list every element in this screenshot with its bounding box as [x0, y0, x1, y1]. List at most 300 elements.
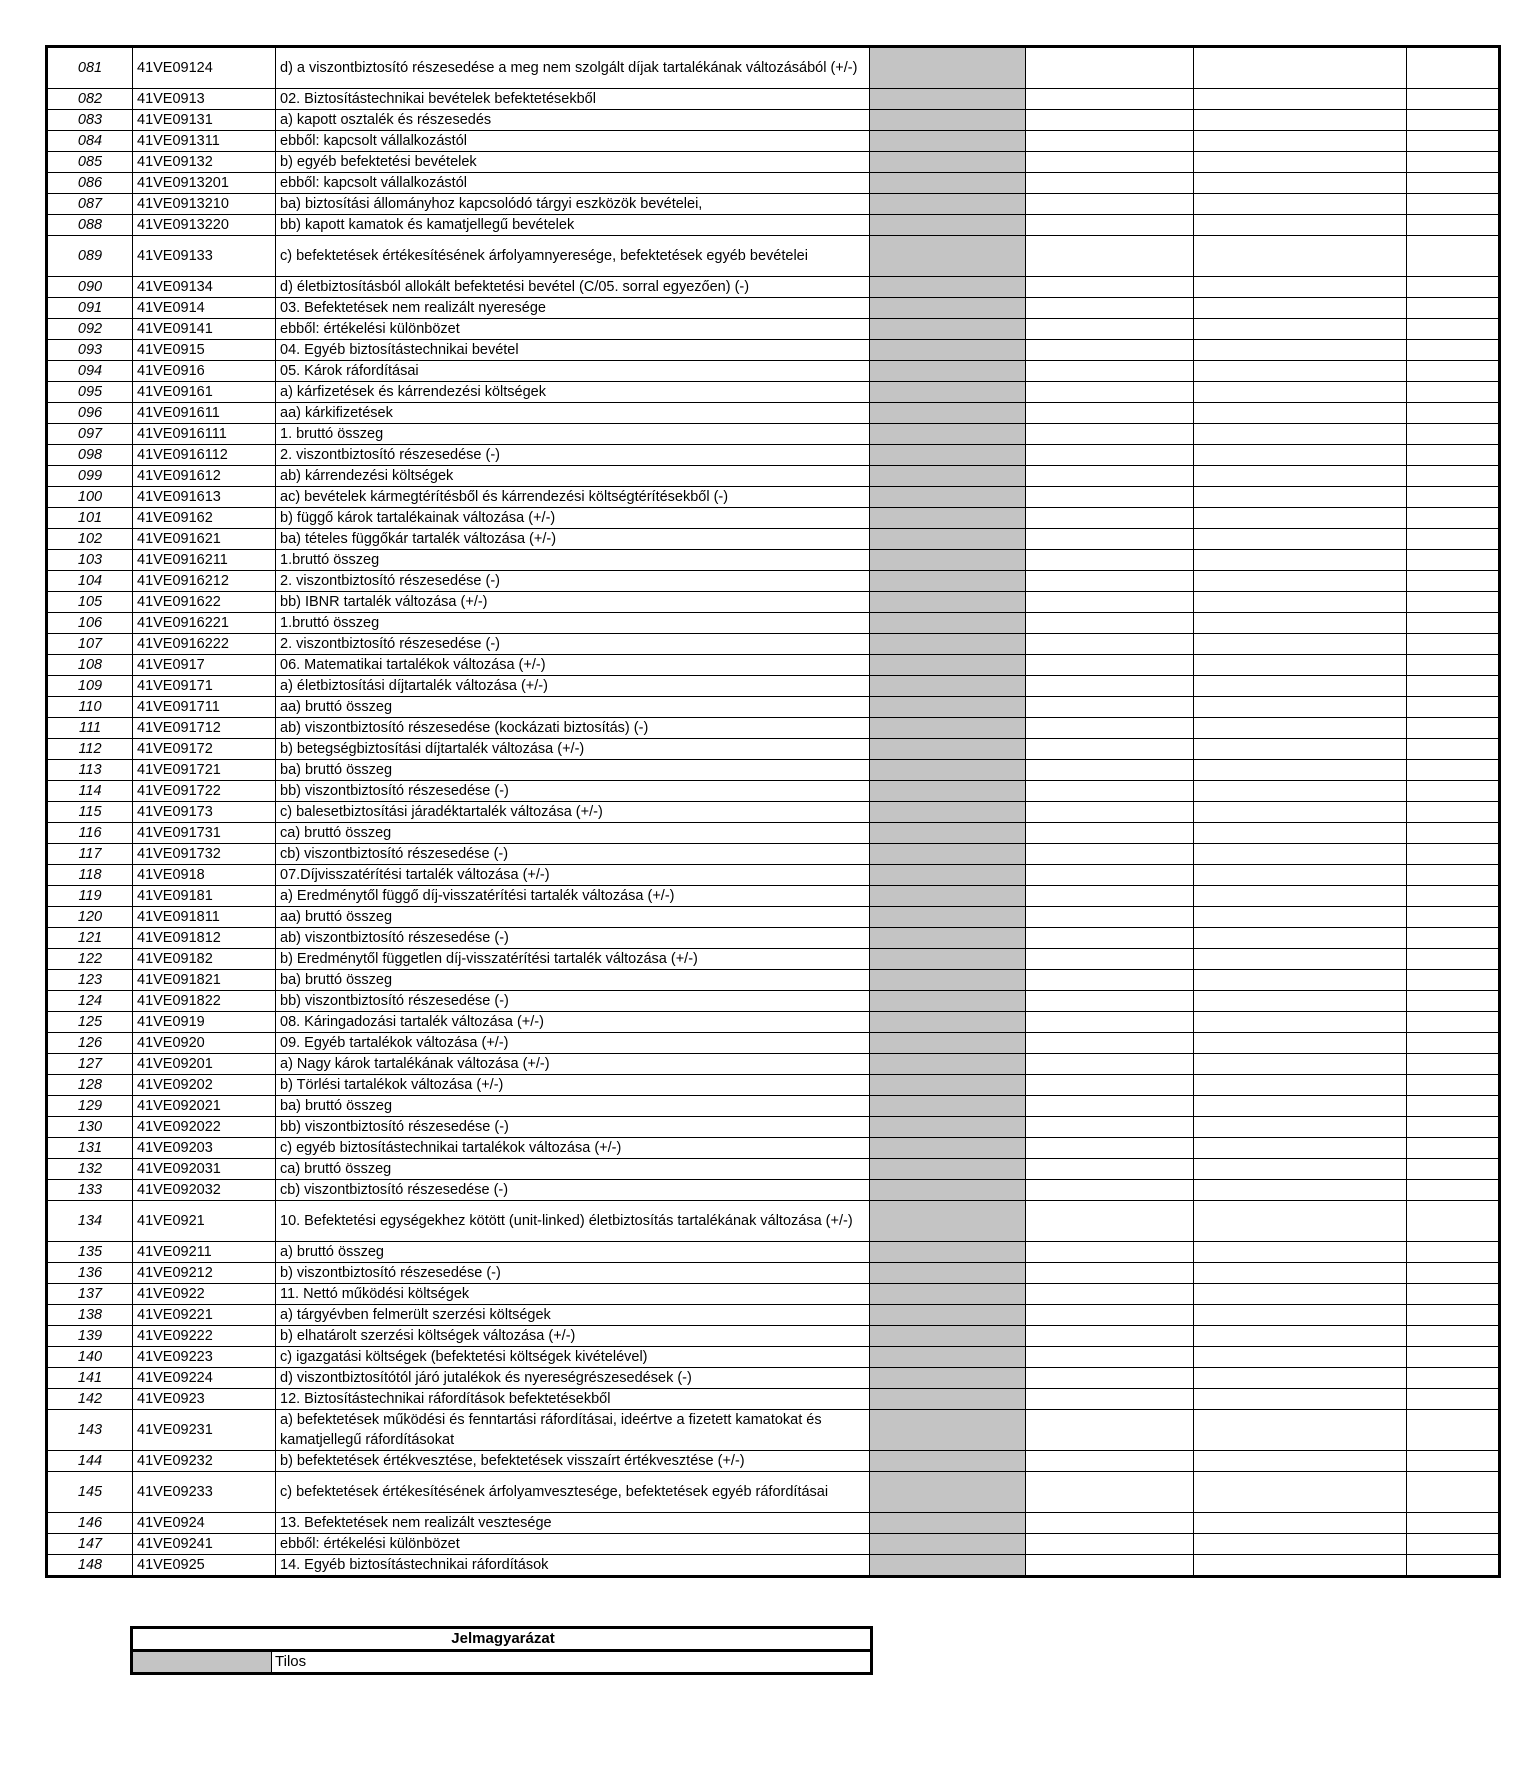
value-cell	[1026, 298, 1194, 319]
forbidden-cell	[870, 781, 1026, 802]
forbidden-cell	[870, 1284, 1026, 1305]
value-cell	[1194, 1054, 1407, 1075]
value-cell	[1407, 340, 1500, 361]
value-cell	[1194, 236, 1407, 277]
row-code-cell: 41VE091812	[133, 928, 276, 949]
row-description-cell: 1. bruttó összeg	[276, 424, 870, 445]
value-cell	[1194, 928, 1407, 949]
table-row	[47, 1180, 1500, 1201]
row-number-cell: 147	[47, 1534, 133, 1555]
value-cell	[1026, 1389, 1194, 1410]
forbidden-cell	[870, 319, 1026, 340]
forbidden-cell	[870, 550, 1026, 571]
table-row	[47, 1201, 1500, 1242]
row-number-cell: 113	[47, 760, 133, 781]
row-description-cell: 07.Díjvisszatérítési tartalék változása (+/-)	[276, 865, 870, 886]
row-description-cell: a) életbiztosítási díjtartalék változása (+/-)	[276, 676, 870, 697]
value-cell	[1026, 1513, 1194, 1534]
value-cell	[1407, 1117, 1500, 1138]
row-code-cell: 41VE09173	[133, 802, 276, 823]
row-description-cell: d) a viszontbiztosító részesedése a meg nem szolgált díjak tartalékának változásából (+/-)	[276, 47, 870, 89]
value-cell	[1194, 361, 1407, 382]
value-cell	[1026, 718, 1194, 739]
row-description-cell: cb) viszontbiztosító részesedése (-)	[276, 844, 870, 865]
value-cell	[1407, 173, 1500, 194]
table-row	[47, 529, 1500, 550]
value-cell	[1407, 1033, 1500, 1054]
table-row	[47, 152, 1500, 173]
value-cell	[1407, 760, 1500, 781]
row-description-cell: bb) kapott kamatok és kamatjellegű bevételek	[276, 215, 870, 236]
row-code-cell: 41VE091822	[133, 991, 276, 1012]
value-cell	[1194, 781, 1407, 802]
value-cell	[1407, 131, 1500, 152]
row-code-cell: 41VE0916111	[133, 424, 276, 445]
forbidden-cell	[870, 152, 1026, 173]
value-cell	[1026, 1054, 1194, 1075]
row-code-cell: 41VE091621	[133, 529, 276, 550]
value-cell	[1194, 1159, 1407, 1180]
row-code-cell: 41VE091611	[133, 403, 276, 424]
value-cell	[1407, 1096, 1500, 1117]
forbidden-cell	[870, 1347, 1026, 1368]
value-cell	[1026, 173, 1194, 194]
row-code-cell: 41VE09161	[133, 382, 276, 403]
forbidden-cell	[870, 194, 1026, 215]
table-row	[47, 1284, 1500, 1305]
value-cell	[1407, 802, 1500, 823]
row-number-cell: 118	[47, 865, 133, 886]
row-number-cell: 116	[47, 823, 133, 844]
table-row	[47, 949, 1500, 970]
value-cell	[1026, 613, 1194, 634]
value-cell	[1407, 1472, 1500, 1513]
value-cell	[1407, 1284, 1500, 1305]
value-cell	[1026, 1284, 1194, 1305]
row-number-cell: 133	[47, 1180, 133, 1201]
row-code-cell: 41VE0918	[133, 865, 276, 886]
table-row	[47, 1033, 1500, 1054]
value-cell	[1026, 89, 1194, 110]
row-description-cell: c) balesetbiztosítási járadéktartalék változása (+/-)	[276, 802, 870, 823]
row-description-cell: a) befektetések működési és fenntartási ráfordításai, ideértve a fizetett kamatokat és kamatjellegű ráfordításokat	[276, 1410, 870, 1451]
value-cell	[1026, 466, 1194, 487]
value-cell	[1194, 844, 1407, 865]
table-row	[47, 613, 1500, 634]
forbidden-cell	[870, 760, 1026, 781]
row-number-cell: 081	[47, 47, 133, 89]
table-row	[47, 382, 1500, 403]
value-cell	[1407, 1534, 1500, 1555]
row-description-cell: d) életbiztosításból allokált befektetési bevétel (C/05. sorral egyezően) (-)	[276, 277, 870, 298]
row-description-cell: aa) kárkifizetések	[276, 403, 870, 424]
row-code-cell: 41VE0924	[133, 1513, 276, 1534]
value-cell	[1026, 1410, 1194, 1451]
row-number-cell: 096	[47, 403, 133, 424]
value-cell	[1026, 1534, 1194, 1555]
value-cell	[1407, 991, 1500, 1012]
value-cell	[1407, 718, 1500, 739]
row-description-cell: ba) bruttó összeg	[276, 970, 870, 991]
row-number-cell: 120	[47, 907, 133, 928]
row-number-cell: 085	[47, 152, 133, 173]
value-cell	[1026, 487, 1194, 508]
row-number-cell: 145	[47, 1472, 133, 1513]
row-number-cell: 141	[47, 1368, 133, 1389]
row-number-cell: 122	[47, 949, 133, 970]
value-cell	[1026, 382, 1194, 403]
value-cell	[1407, 89, 1500, 110]
value-cell	[1026, 592, 1194, 613]
value-cell	[1407, 655, 1500, 676]
value-cell	[1194, 697, 1407, 718]
value-cell	[1026, 823, 1194, 844]
value-cell	[1407, 886, 1500, 907]
row-code-cell: 41VE0916212	[133, 571, 276, 592]
value-cell	[1407, 361, 1500, 382]
value-cell	[1026, 1138, 1194, 1159]
table-row	[47, 970, 1500, 991]
row-number-cell: 130	[47, 1117, 133, 1138]
value-cell	[1194, 298, 1407, 319]
value-cell	[1407, 1263, 1500, 1284]
row-number-cell: 124	[47, 991, 133, 1012]
row-description-cell: ba) bruttó összeg	[276, 1096, 870, 1117]
table-row	[47, 739, 1500, 760]
value-cell	[1026, 991, 1194, 1012]
forbidden-cell	[870, 1242, 1026, 1263]
value-cell	[1194, 529, 1407, 550]
row-number-cell: 098	[47, 445, 133, 466]
forbidden-cell	[870, 1033, 1026, 1054]
row-code-cell: 41VE0913201	[133, 173, 276, 194]
row-number-cell: 102	[47, 529, 133, 550]
value-cell	[1407, 1159, 1500, 1180]
value-cell	[1026, 152, 1194, 173]
forbidden-cell	[870, 1180, 1026, 1201]
table-row	[47, 781, 1500, 802]
table-row	[47, 403, 1500, 424]
row-number-cell: 135	[47, 1242, 133, 1263]
value-cell	[1026, 1555, 1194, 1577]
row-number-cell: 104	[47, 571, 133, 592]
table-row	[47, 1159, 1500, 1180]
forbidden-cell	[870, 1138, 1026, 1159]
value-cell	[1407, 487, 1500, 508]
row-number-cell: 084	[47, 131, 133, 152]
row-code-cell: 41VE0916222	[133, 634, 276, 655]
table-row	[47, 466, 1500, 487]
row-code-cell: 41VE0916112	[133, 445, 276, 466]
forbidden-cell	[870, 928, 1026, 949]
value-cell	[1407, 382, 1500, 403]
row-number-cell: 137	[47, 1284, 133, 1305]
value-cell	[1407, 697, 1500, 718]
row-description-cell: 2. viszontbiztosító részesedése (-)	[276, 634, 870, 655]
value-cell	[1407, 466, 1500, 487]
value-cell	[1026, 110, 1194, 131]
row-code-cell: 41VE0913210	[133, 194, 276, 215]
row-code-cell: 41VE0916	[133, 361, 276, 382]
value-cell	[1026, 676, 1194, 697]
row-code-cell: 41VE0920	[133, 1033, 276, 1054]
table-row	[47, 487, 1500, 508]
table-row	[47, 361, 1500, 382]
row-number-cell: 105	[47, 592, 133, 613]
row-number-cell: 128	[47, 1075, 133, 1096]
table-row	[47, 215, 1500, 236]
forbidden-cell	[870, 571, 1026, 592]
value-cell	[1407, 529, 1500, 550]
row-description-cell: 08. Káringadozási tartalék változása (+/-)	[276, 1012, 870, 1033]
value-cell	[1026, 970, 1194, 991]
value-cell	[1407, 1305, 1500, 1326]
value-cell	[1407, 1054, 1500, 1075]
value-cell	[1026, 236, 1194, 277]
row-description-cell: b) egyéb befektetési bevételek	[276, 152, 870, 173]
table-row	[47, 634, 1500, 655]
table-row	[47, 1263, 1500, 1284]
value-cell	[1026, 215, 1194, 236]
forbidden-cell	[870, 1305, 1026, 1326]
row-code-cell: 41VE09171	[133, 676, 276, 697]
value-cell	[1194, 1326, 1407, 1347]
row-number-cell: 129	[47, 1096, 133, 1117]
value-cell	[1407, 1326, 1500, 1347]
forbidden-cell	[870, 277, 1026, 298]
forbidden-cell	[870, 865, 1026, 886]
value-cell	[1194, 89, 1407, 110]
table-row	[47, 194, 1500, 215]
row-code-cell: 41VE0923	[133, 1389, 276, 1410]
value-cell	[1194, 550, 1407, 571]
value-cell	[1194, 47, 1407, 89]
row-description-cell: b) Eredménytől független díj-visszatérítési tartalék változása (+/-)	[276, 949, 870, 970]
table-row	[47, 1451, 1500, 1472]
value-cell	[1194, 718, 1407, 739]
value-cell	[1026, 634, 1194, 655]
value-cell	[1407, 634, 1500, 655]
row-number-cell: 144	[47, 1451, 133, 1472]
row-code-cell: 41VE0921	[133, 1201, 276, 1242]
value-cell	[1194, 1410, 1407, 1451]
value-cell	[1026, 1201, 1194, 1242]
row-description-cell: b) betegségbiztosítási díjtartalék változása (+/-)	[276, 739, 870, 760]
value-cell	[1407, 1513, 1500, 1534]
row-code-cell: 41VE092021	[133, 1096, 276, 1117]
row-number-cell: 115	[47, 802, 133, 823]
table-row	[47, 1389, 1500, 1410]
table-row	[47, 340, 1500, 361]
value-cell	[1407, 277, 1500, 298]
value-cell	[1026, 361, 1194, 382]
value-cell	[1194, 1305, 1407, 1326]
value-cell	[1407, 592, 1500, 613]
row-description-cell: 04. Egyéb biztosítástechnikai bevétel	[276, 340, 870, 361]
row-number-cell: 142	[47, 1389, 133, 1410]
row-code-cell: 41VE09162	[133, 508, 276, 529]
value-cell	[1194, 173, 1407, 194]
forbidden-cell	[870, 1472, 1026, 1513]
table-row	[47, 550, 1500, 571]
table-row	[47, 1326, 1500, 1347]
table-row	[47, 424, 1500, 445]
forbidden-cell	[870, 1368, 1026, 1389]
value-cell	[1026, 739, 1194, 760]
row-description-cell: ebből: kapcsolt vállalkozástól	[276, 131, 870, 152]
row-code-cell: 41VE09181	[133, 886, 276, 907]
value-cell	[1194, 1534, 1407, 1555]
row-number-cell: 108	[47, 655, 133, 676]
value-cell	[1194, 1284, 1407, 1305]
row-number-cell: 090	[47, 277, 133, 298]
value-cell	[1407, 949, 1500, 970]
row-number-cell: 131	[47, 1138, 133, 1159]
row-description-cell: ab) viszontbiztosító részesedése (-)	[276, 928, 870, 949]
row-description-cell: c) befektetések értékesítésének árfolyamnyeresége, befektetések egyéb bevételei	[276, 236, 870, 277]
table-row	[47, 1096, 1500, 1117]
row-description-cell: b) Törlési tartalékok változása (+/-)	[276, 1075, 870, 1096]
table-row	[47, 676, 1500, 697]
value-cell	[1194, 1263, 1407, 1284]
value-cell	[1194, 1555, 1407, 1577]
forbidden-cell	[870, 1201, 1026, 1242]
row-description-cell: 06. Matematikai tartalékok változása (+/-)	[276, 655, 870, 676]
row-number-cell: 106	[47, 613, 133, 634]
row-description-cell: 1.bruttó összeg	[276, 613, 870, 634]
table-row	[47, 823, 1500, 844]
value-cell	[1407, 970, 1500, 991]
row-code-cell: 41VE091811	[133, 907, 276, 928]
forbidden-cell	[870, 340, 1026, 361]
value-cell	[1407, 739, 1500, 760]
table-row	[47, 89, 1500, 110]
table-row	[47, 445, 1500, 466]
value-cell	[1194, 1472, 1407, 1513]
value-cell	[1194, 1096, 1407, 1117]
legend-swatch	[132, 1651, 272, 1674]
value-cell	[1407, 298, 1500, 319]
table-row	[47, 173, 1500, 194]
value-cell	[1407, 47, 1500, 89]
row-description-cell: a) tárgyévben felmerült szerzési költségek	[276, 1305, 870, 1326]
legend-table	[130, 1626, 873, 1675]
value-cell	[1194, 865, 1407, 886]
value-cell	[1194, 970, 1407, 991]
row-code-cell: 41VE091712	[133, 718, 276, 739]
forbidden-cell	[870, 1054, 1026, 1075]
row-code-cell: 41VE091722	[133, 781, 276, 802]
row-number-cell: 136	[47, 1263, 133, 1284]
value-cell	[1407, 781, 1500, 802]
table-row	[47, 110, 1500, 131]
forbidden-cell	[870, 697, 1026, 718]
table-row	[47, 319, 1500, 340]
row-number-cell: 086	[47, 173, 133, 194]
row-description-cell: ca) bruttó összeg	[276, 823, 870, 844]
forbidden-cell	[870, 424, 1026, 445]
forbidden-cell	[870, 886, 1026, 907]
value-cell	[1194, 655, 1407, 676]
value-cell	[1026, 403, 1194, 424]
value-cell	[1194, 424, 1407, 445]
forbidden-cell	[870, 1159, 1026, 1180]
row-number-cell: 094	[47, 361, 133, 382]
forbidden-cell	[870, 970, 1026, 991]
value-cell	[1194, 194, 1407, 215]
value-cell	[1026, 340, 1194, 361]
value-cell	[1194, 466, 1407, 487]
row-number-cell: 134	[47, 1201, 133, 1242]
value-cell	[1407, 928, 1500, 949]
row-description-cell: b) elhatárolt szerzési költségek változása (+/-)	[276, 1326, 870, 1347]
row-code-cell: 41VE09232	[133, 1451, 276, 1472]
table-row	[47, 298, 1500, 319]
value-cell	[1194, 613, 1407, 634]
table-row	[47, 1305, 1500, 1326]
table-row	[47, 1012, 1500, 1033]
row-description-cell: ba) biztosítási állományhoz kapcsolódó tárgyi eszközök bevételei,	[276, 194, 870, 215]
row-description-cell: aa) bruttó összeg	[276, 697, 870, 718]
table-row	[47, 1410, 1500, 1451]
value-cell	[1026, 655, 1194, 676]
value-cell	[1194, 1242, 1407, 1263]
table-row	[47, 802, 1500, 823]
value-cell	[1026, 131, 1194, 152]
value-cell	[1026, 1347, 1194, 1368]
row-code-cell: 41VE0917	[133, 655, 276, 676]
value-cell	[1407, 1201, 1500, 1242]
row-number-cell: 101	[47, 508, 133, 529]
row-number-cell: 087	[47, 194, 133, 215]
forbidden-cell	[870, 403, 1026, 424]
row-number-cell: 126	[47, 1033, 133, 1054]
row-code-cell: 41VE0914	[133, 298, 276, 319]
row-description-cell: d) viszontbiztosítótól járó jutalékok és nyereségrészesedések (-)	[276, 1368, 870, 1389]
row-code-cell: 41VE092032	[133, 1180, 276, 1201]
value-cell	[1026, 802, 1194, 823]
row-code-cell: 41VE09133	[133, 236, 276, 277]
table-row	[47, 131, 1500, 152]
value-cell	[1026, 571, 1194, 592]
row-description-cell: ac) bevételek kármegtérítésből és kárrendezési költségtérítésekből (-)	[276, 487, 870, 508]
forbidden-cell	[870, 823, 1026, 844]
row-number-cell: 089	[47, 236, 133, 277]
value-cell	[1026, 844, 1194, 865]
row-code-cell: 41VE091721	[133, 760, 276, 781]
table-row	[47, 1242, 1500, 1263]
row-code-cell: 41VE09211	[133, 1242, 276, 1263]
forbidden-cell	[870, 1555, 1026, 1577]
value-cell	[1026, 1242, 1194, 1263]
table-row	[47, 47, 1500, 89]
value-cell	[1407, 194, 1500, 215]
row-number-cell: 097	[47, 424, 133, 445]
forbidden-cell	[870, 907, 1026, 928]
value-cell	[1194, 152, 1407, 173]
value-cell	[1026, 194, 1194, 215]
row-code-cell: 41VE0919	[133, 1012, 276, 1033]
value-cell	[1407, 1347, 1500, 1368]
table-row	[47, 865, 1500, 886]
value-cell	[1026, 949, 1194, 970]
row-code-cell: 41VE092031	[133, 1159, 276, 1180]
value-cell	[1026, 445, 1194, 466]
row-description-cell: bb) IBNR tartalék változása (+/-)	[276, 592, 870, 613]
value-cell	[1194, 110, 1407, 131]
row-description-cell: bb) viszontbiztosító részesedése (-)	[276, 781, 870, 802]
value-cell	[1407, 445, 1500, 466]
